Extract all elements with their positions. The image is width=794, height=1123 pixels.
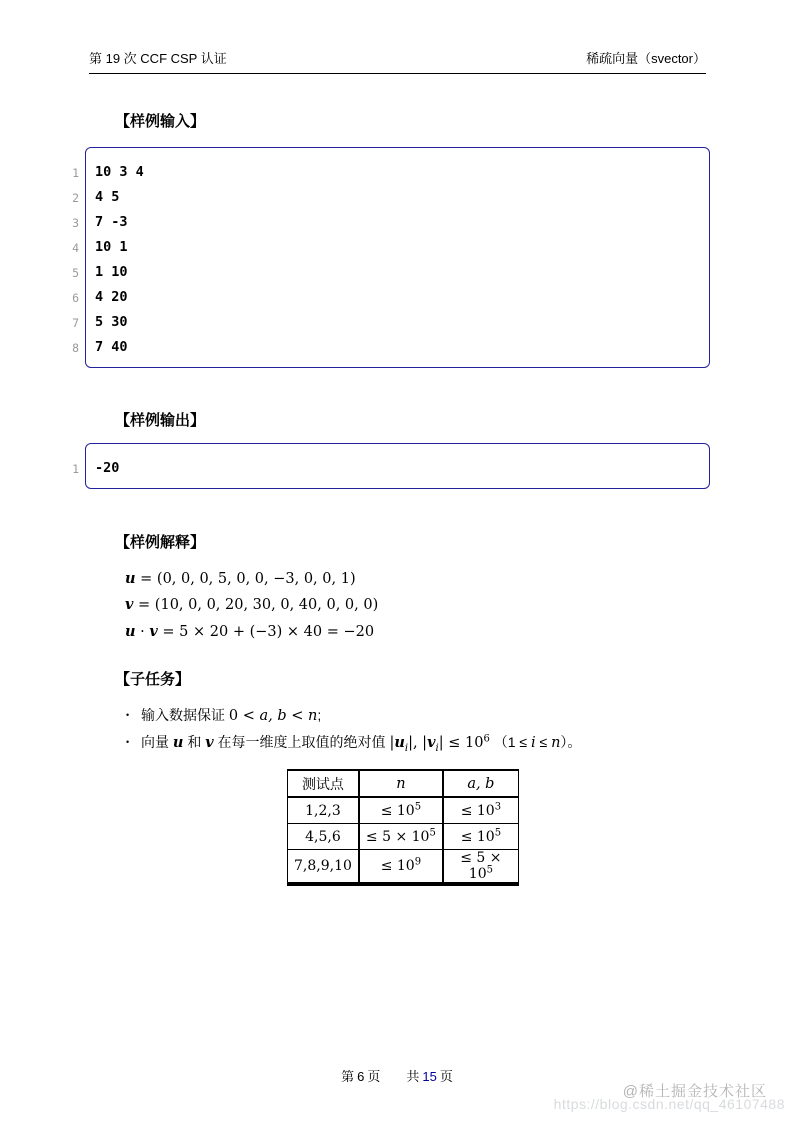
math-text: | (389, 735, 395, 751)
text-cn: ; (317, 707, 322, 723)
table-header-ab: a, b (443, 770, 519, 797)
sample-input-line-number-gutter (60, 147, 85, 368)
exponent: 5 (414, 800, 422, 812)
math-var-v: v (149, 622, 158, 640)
table-row (288, 797, 519, 824)
subtask-bullet-2 (126, 729, 581, 756)
section-title-sample-explain: 【样例解释】 (115, 534, 206, 551)
cell-ab (443, 797, 519, 824)
exponent: 9 (414, 856, 422, 868)
table-header-tests: 测试点 (288, 770, 359, 797)
value: ≤ 5 × 10 (365, 828, 430, 845)
math-text: |, | (408, 735, 428, 751)
total-pages-link[interactable]: 15 (422, 1069, 437, 1084)
cell-tests: 4,5,6 (288, 824, 359, 850)
exponent: 3 (494, 800, 502, 812)
exponent: 5 (494, 826, 502, 838)
text-cn: 和 (183, 734, 206, 750)
page-label-suffix: 页 (367, 1069, 381, 1084)
value: ≤ 10 (380, 802, 415, 819)
cell-tests: 1,2,3 (288, 797, 359, 824)
table-row (288, 850, 519, 885)
cell-tests: 7,8,9,10 (288, 850, 359, 885)
math-var-ab: a, b (259, 708, 287, 724)
math-text: | ≤ 10 (438, 735, 484, 751)
text-cn: （1 ≤ (489, 734, 531, 750)
watermark-community: @稀土掘金技术社区 (622, 1083, 767, 1100)
sample-input-code-box (85, 147, 710, 368)
table-header-row (288, 770, 519, 797)
code-line: 4 5 (95, 189, 120, 205)
code-line: 4 20 (95, 289, 128, 305)
math-subscript-i: i (435, 742, 439, 754)
line-number: 4 (72, 240, 79, 255)
cell-n (359, 797, 443, 824)
text-cn: 向量 (141, 734, 173, 750)
page-label-prefix: 第 (341, 1069, 355, 1084)
code-line: -20 (95, 460, 120, 476)
text-cn: ）。 (560, 734, 582, 750)
header-right-title: 稀疏向量（svector） (586, 51, 706, 66)
watermark-blog-url: https://blog.csdn.net/qq_46107488 (553, 1096, 785, 1112)
section-title-subtasks: 【子任务】 (115, 671, 191, 688)
subtask-bullet-2-text (141, 729, 581, 756)
code-line: 7 40 (95, 339, 128, 355)
math-var-v: v (427, 734, 436, 751)
sample-explain-math (125, 566, 378, 645)
line-number: 7 (72, 315, 79, 330)
value: ≤ 10 (460, 828, 495, 845)
exponent: 5 (486, 864, 493, 876)
page-header (89, 48, 706, 74)
current-page-number: 6 (357, 1069, 365, 1084)
bullet-icon: • (126, 737, 130, 747)
sample-output-code-box (85, 443, 710, 489)
math-var-n: n (308, 708, 318, 724)
line-number: 6 (72, 290, 79, 305)
value: ≤ 10 (460, 802, 495, 819)
code-line: 5 30 (95, 314, 128, 330)
math-line-dot-product (125, 619, 378, 645)
math-var-i: i (530, 735, 536, 751)
math-expr: = (10, 0, 0, 20, 30, 0, 40, 0, 0, 0) (133, 597, 379, 614)
math-var-u: u (172, 734, 184, 751)
math-subscript-i: i (404, 742, 409, 754)
value: ≤ 5 × 10 (460, 850, 502, 882)
table-row (288, 824, 519, 850)
sample-output-line-number-gutter (60, 443, 85, 489)
text-cn: ≤ (535, 734, 552, 750)
subtask-table-wrap (287, 769, 519, 886)
section-title-sample-input: 【样例输入】 (115, 113, 206, 130)
text-cn: 输入数据保证 (141, 707, 229, 723)
line-number: 8 (72, 340, 79, 355)
section-title-sample-output: 【样例输出】 (115, 412, 206, 429)
exponent: 5 (429, 826, 436, 838)
sample-output-codeblock (60, 443, 710, 489)
header-left-title: 第 19 次 CCF CSP 认证 (89, 51, 227, 66)
total-label-prefix: 共 (406, 1069, 420, 1084)
math-line-u (125, 566, 378, 592)
math-var-v: v (125, 596, 134, 614)
code-line: 10 1 (95, 239, 128, 255)
cell-ab (443, 824, 519, 850)
line-number: 1 (72, 461, 79, 476)
math-line-v (125, 592, 378, 618)
math-text: < (286, 708, 309, 724)
math-var-v: v (205, 734, 214, 751)
math-text: 0 < (228, 708, 260, 724)
bullet-icon: • (126, 710, 130, 720)
cell-ab (443, 850, 519, 885)
table-header-n: n (359, 770, 443, 797)
sample-input-codeblock (60, 147, 710, 368)
math-expr: = (0, 0, 0, 5, 0, 0, −3, 0, 0, 1) (135, 571, 356, 587)
math-var-u: u (394, 734, 405, 751)
math-expr: = 5 × 20 + (−3) × 40 = −20 (157, 623, 375, 640)
subtask-bullet-1 (126, 702, 581, 729)
math-var-n: n (551, 735, 561, 751)
cell-n (359, 850, 443, 885)
total-label-suffix: 页 (439, 1069, 453, 1084)
math-dot-operator: · (135, 623, 150, 640)
subtasks-list (126, 702, 581, 756)
text-cn: 在每一维度上取值的绝对值 (213, 734, 390, 750)
line-number: 5 (72, 265, 79, 280)
code-line: 10 3 4 (95, 164, 144, 180)
value: ≤ 10 (380, 858, 415, 874)
cell-n (359, 824, 443, 850)
line-number: 2 (72, 190, 79, 205)
math-superscript-6: 6 (483, 733, 490, 745)
code-line: 7 -3 (95, 214, 128, 230)
math-var-u: u (125, 570, 136, 587)
line-number: 1 (72, 165, 79, 180)
code-line: 1 10 (95, 264, 128, 280)
subtask-bullet-1-text (141, 702, 321, 729)
math-var-u: u (125, 622, 136, 640)
subtask-table (287, 769, 519, 886)
line-number: 3 (72, 215, 79, 230)
